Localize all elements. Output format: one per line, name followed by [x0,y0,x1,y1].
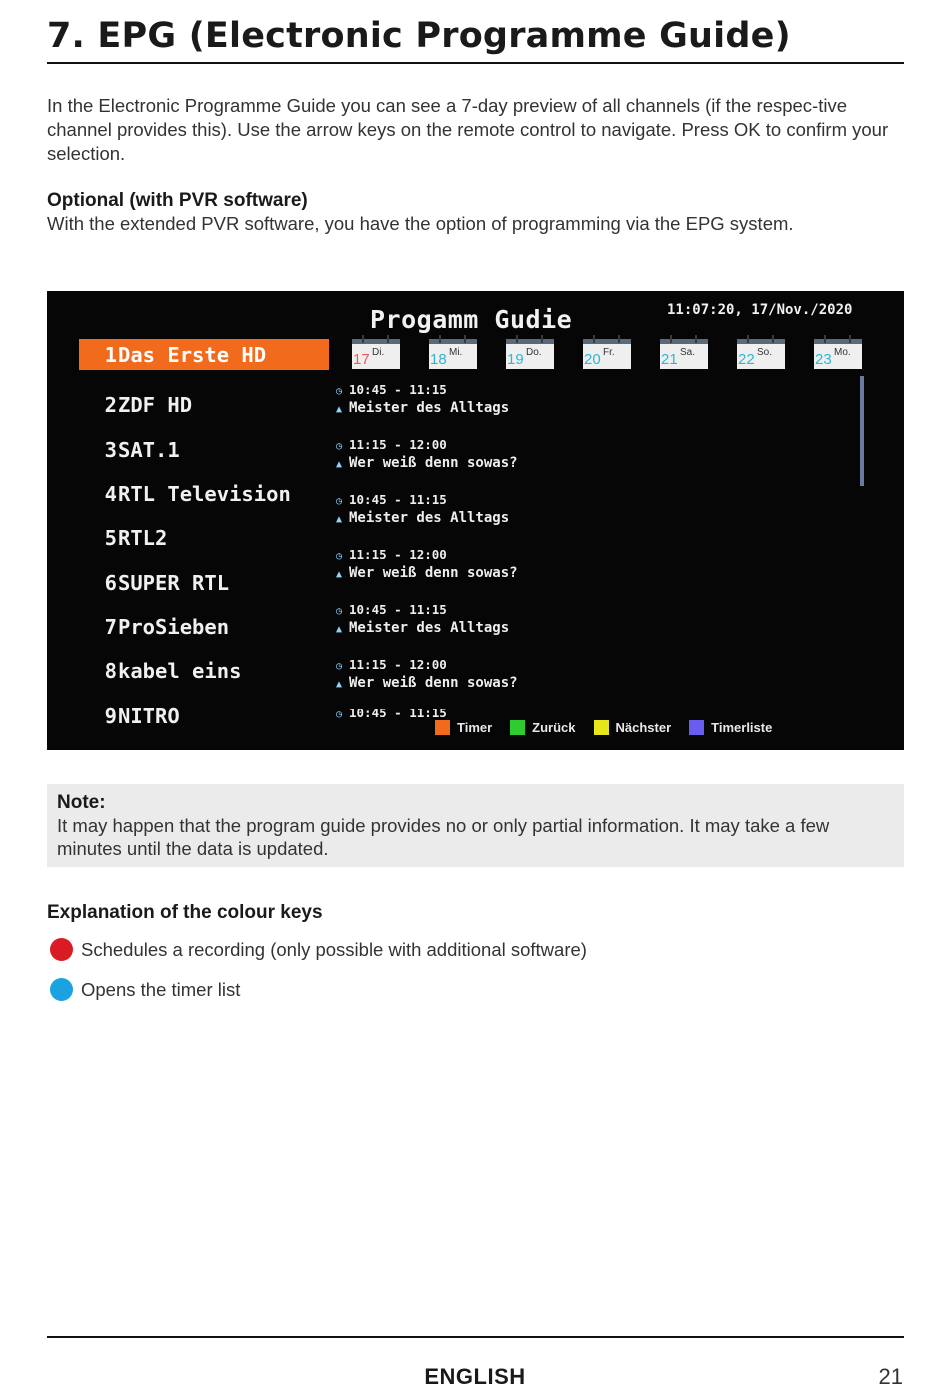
programme-entry[interactable] [336,544,846,599]
channel-number: 6 [104,570,117,595]
blue-key-swatch [689,720,704,735]
tv-icon: ▲ [336,514,343,525]
clock-icon: ◷ [336,661,343,672]
green-key-swatch [510,720,525,735]
channel-name: SAT.1 [118,437,180,462]
programme-time: 10:45 - 11:15 [349,709,447,719]
channel-name: Das Erste HD [118,342,267,367]
clock-icon: ◷ [336,709,343,719]
programme-time: 11:15 - 12:00 [349,657,447,672]
day-number: 20 [584,351,601,368]
tv-icon: ▲ [336,459,343,470]
day-name: Mi. [449,347,463,358]
colour-keys-heading: Explanation of the colour keys [47,902,323,923]
programme-title: Wer weiß denn sowas? [349,675,518,691]
intro-paragraph: In the Electronic Programme Guide you can see a 7-day preview of all channels (if the respec-tive channel provides this). Use the arrow keys on the remote control to navigate. Press OK to confirm your selection. [47,95,889,164]
epg-clock: 11:07:20, 17/Nov./2020 [667,302,853,318]
programme-time: 10:45 - 11:15 [349,382,447,397]
footer-divider [47,1336,904,1338]
channel-item[interactable] [79,428,329,472]
channel-number: 8 [104,659,117,684]
programme-time: 10:45 - 11:15 [349,492,447,507]
programme-entry[interactable] [336,489,846,544]
legend-label: Timerliste [711,720,773,735]
day-name: So. [757,347,773,358]
page-title: 7. EPG (Electronic Programme Guide) [47,16,791,56]
tv-icon: ▲ [336,404,343,415]
channel-name: RTL Television [118,482,291,507]
red-dot-icon [50,938,73,961]
day-name: Do. [526,347,542,358]
note-text: It may happen that the program guide provides no or only partial information. It may take a few minutes until the data is updated. [57,815,830,859]
day-number: 17 [353,351,370,368]
yellow-key-swatch [594,720,609,735]
channel-item[interactable] [79,649,329,693]
legend-label: Nächster [615,720,672,735]
day-tab[interactable] [660,339,708,369]
channel-item[interactable] [79,516,329,560]
channel-name: RTL2 [118,526,168,551]
legend-timer [435,720,492,735]
colour-key-red [50,938,587,961]
day-tab[interactable] [583,339,631,369]
programme-entry[interactable] [336,654,846,709]
day-name: Fr. [603,347,615,358]
epg-title: Progamm Gudie [370,305,573,334]
programme-list [336,379,846,719]
note-title: Note: [57,792,106,813]
orange-key-swatch [435,720,450,735]
channel-name: NITRO [118,703,180,728]
legend-label: Zurück [532,720,576,735]
day-number: 23 [815,351,832,368]
channel-number: 2 [104,393,117,418]
channel-number: 7 [104,614,117,639]
tv-icon: ▲ [336,624,343,635]
optional-heading: Optional (with PVR software) [47,190,308,211]
legend-timer-list [689,720,772,735]
channel-name: ProSieben [118,614,230,639]
colour-key-label: Schedules a recording (only possible with additional software) [81,938,587,960]
colour-key-blue [50,978,240,1001]
programme-title: Meister des Alltags [349,400,510,416]
note-box [47,784,904,867]
day-number: 18 [430,351,447,368]
channel-item[interactable] [79,383,329,427]
day-name: Mo. [834,347,851,358]
footer-language: ENGLISH [424,1364,526,1389]
programme-time: 11:15 - 12:00 [349,437,447,452]
programme-title: Meister des Alltags [349,510,510,526]
channel-name: ZDF HD [118,393,193,418]
channel-number: 3 [104,437,117,462]
day-name: Di. [372,347,385,358]
optional-text: With the extended PVR software, you have the option of programming via the EPG system. [47,213,794,234]
clock-icon: ◷ [336,606,343,617]
colour-key-label: Opens the timer list [81,978,241,1000]
blue-dot-icon [50,978,73,1001]
programme-title: Wer weiß denn sowas? [349,565,518,581]
channel-item[interactable] [79,472,329,516]
day-name: Sa. [680,347,696,358]
channel-item[interactable] [79,605,329,649]
programme-entry[interactable] [336,379,846,434]
channel-list [79,339,329,738]
day-tab[interactable] [352,339,400,369]
channel-number: 5 [104,526,117,551]
day-number: 21 [661,351,678,368]
programme-entry-partial[interactable] [336,709,846,719]
title-divider [47,62,904,64]
day-tab[interactable] [737,339,785,369]
page-number: 21 [878,1364,903,1389]
programme-scrollbar[interactable] [860,376,864,486]
colour-key-legend [435,720,790,735]
clock-icon: ◷ [336,496,343,507]
channel-number: 1 [104,342,117,367]
programme-title: Wer weiß denn sowas? [349,455,518,471]
day-selector [352,339,862,369]
programme-entry[interactable] [336,434,846,489]
legend-label: Timer [457,720,493,735]
programme-title: Meister des Alltags [349,620,510,636]
day-tab[interactable] [814,339,862,369]
channel-item[interactable] [79,560,329,604]
tv-icon: ▲ [336,569,343,580]
day-tab[interactable] [506,339,554,369]
legend-back [510,720,575,735]
tv-icon: ▲ [336,679,343,690]
channel-name: SUPER RTL [118,570,230,595]
clock-icon: ◷ [336,386,343,397]
channel-item[interactable] [79,693,329,737]
channel-name: kabel eins [118,659,242,684]
legend-next [594,720,672,735]
programme-entry[interactable] [336,599,846,654]
day-number: 22 [738,351,755,368]
clock-icon: ◷ [336,551,343,562]
channel-number: 9 [104,703,117,728]
day-tab[interactable] [429,339,477,369]
clock-icon: ◷ [336,441,343,452]
day-number: 19 [507,351,524,368]
programme-time: 10:45 - 11:15 [349,602,447,617]
epg-screenshot [47,291,904,750]
channel-number: 4 [104,482,117,507]
channel-item-selected[interactable] [79,339,329,370]
programme-time: 11:15 - 12:00 [349,547,447,562]
